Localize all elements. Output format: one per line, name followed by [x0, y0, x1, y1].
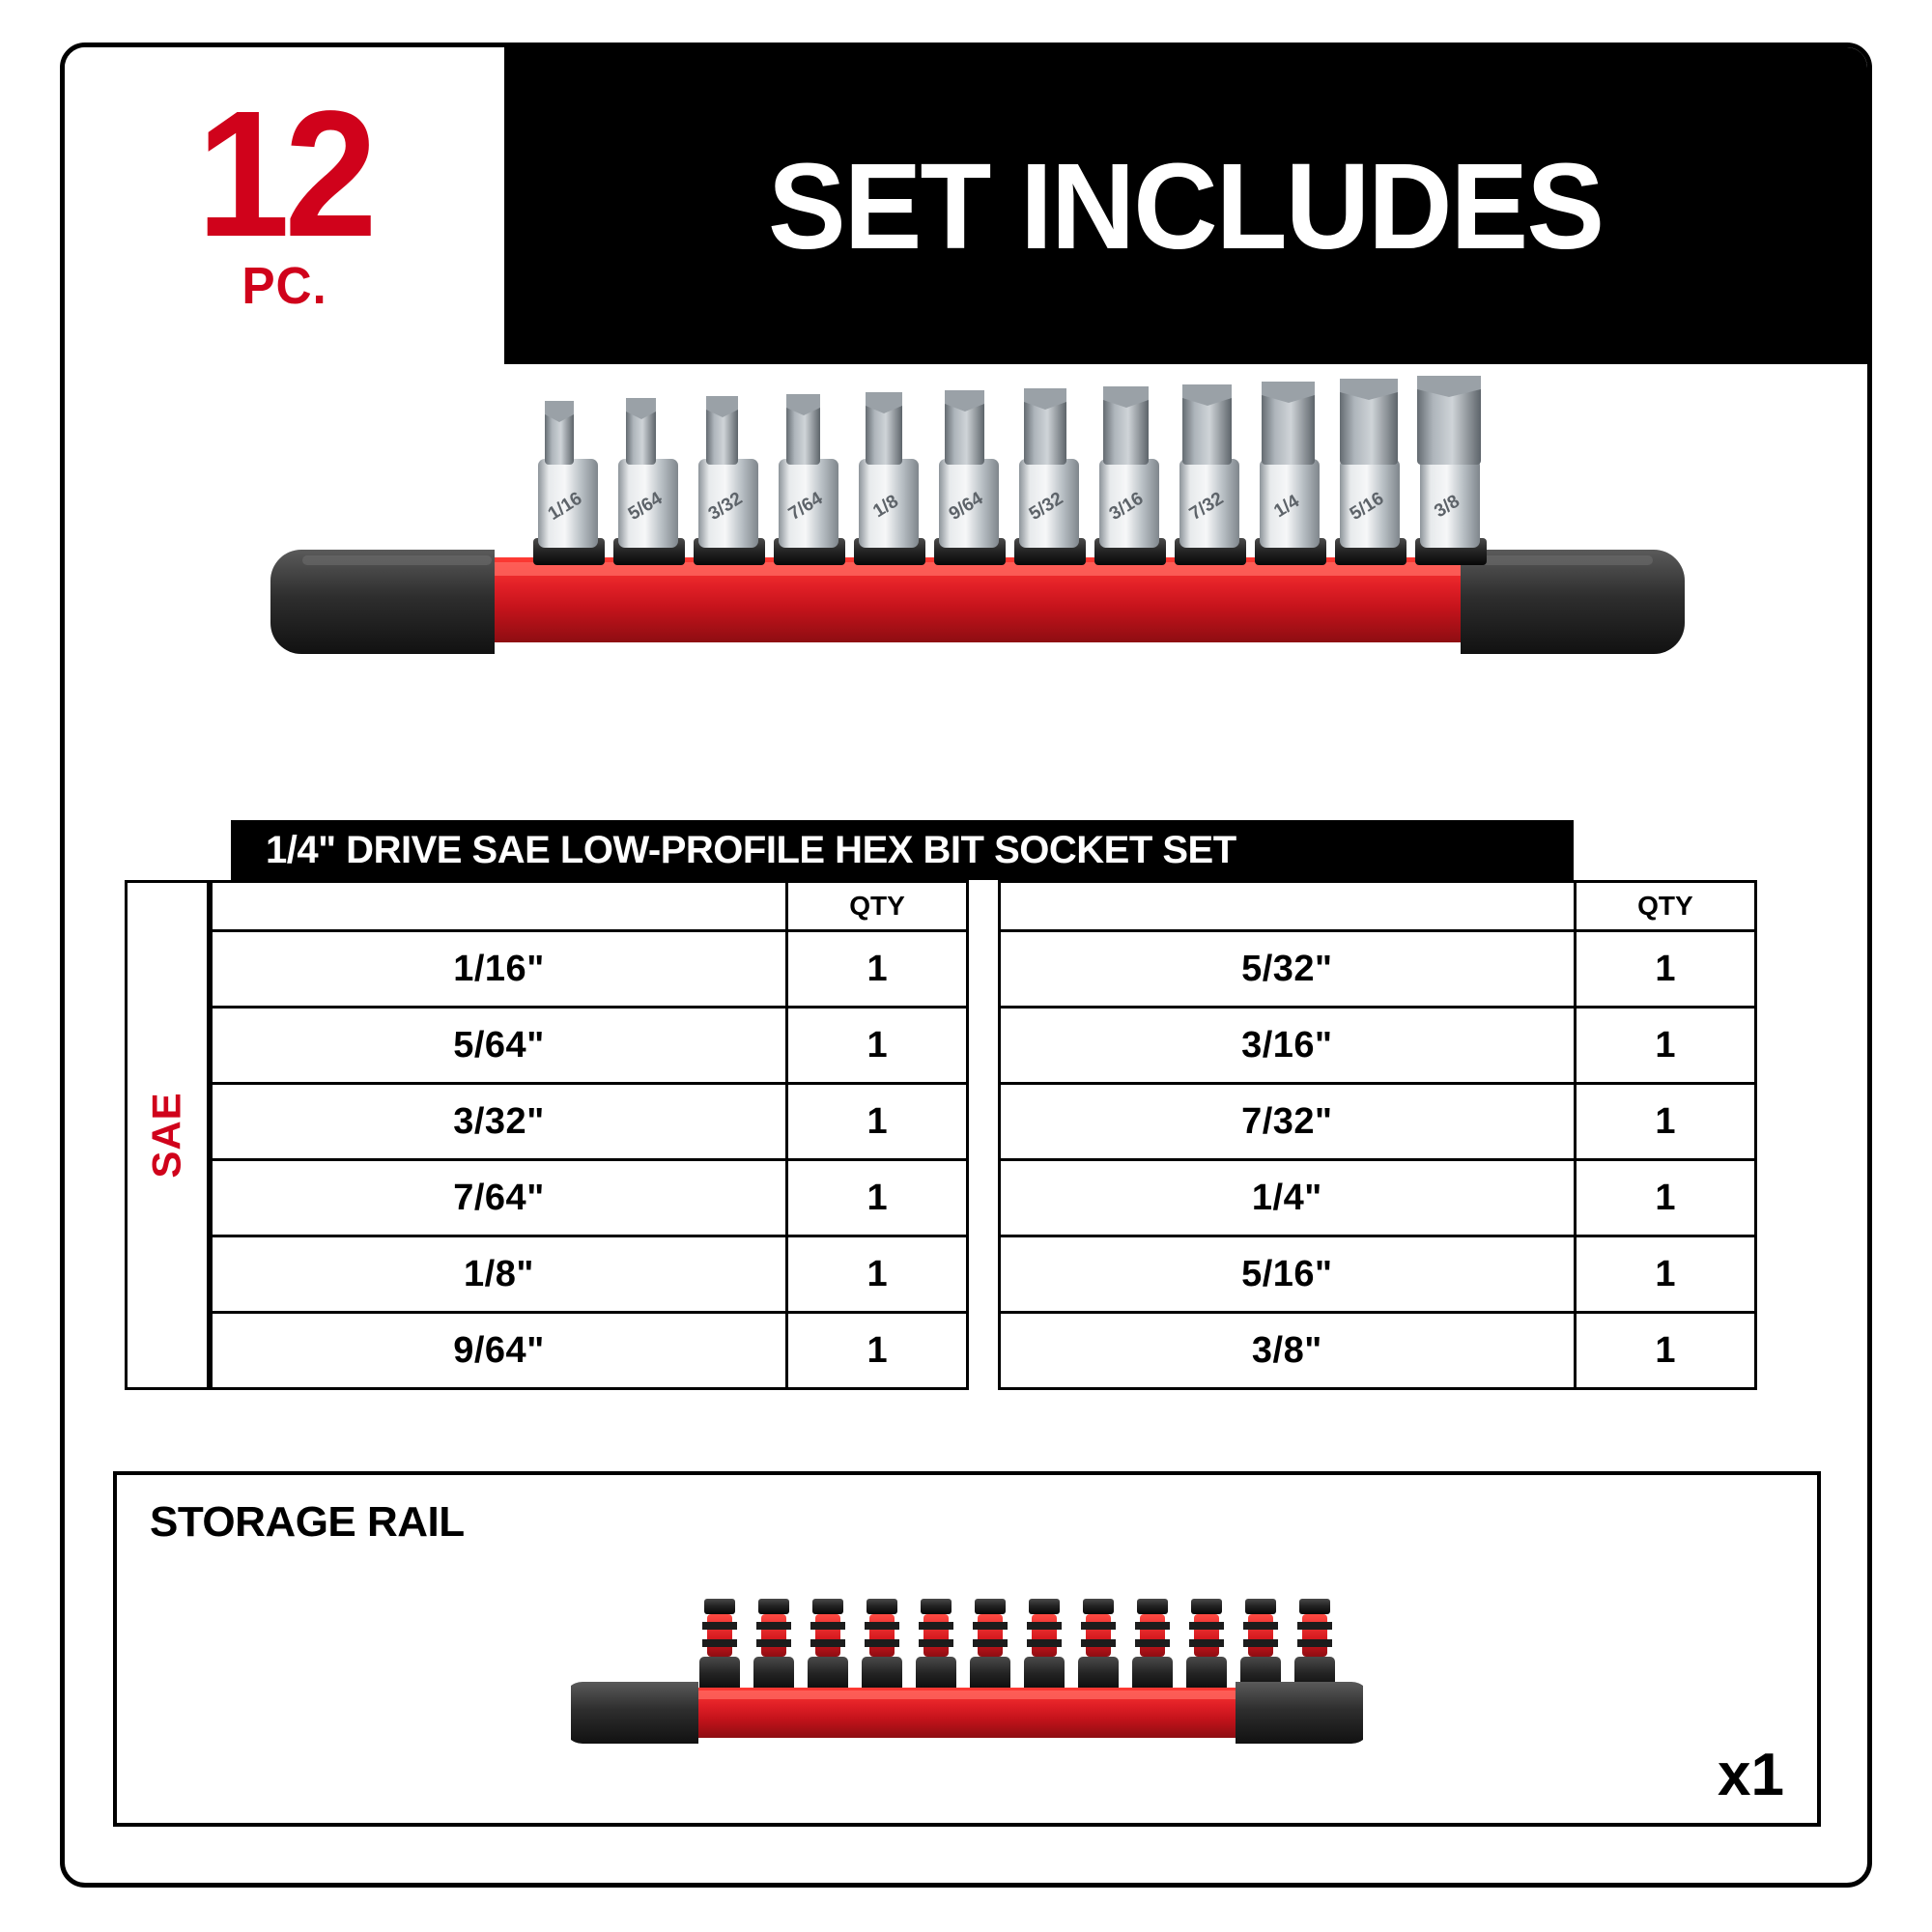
qty-cell: 1: [786, 931, 967, 1008]
page-title: SET INCLUDES: [768, 137, 1604, 274]
header-title-bar: [504, 47, 1867, 364]
svg-text:1/4: 1/4: [1270, 491, 1303, 523]
table-row: [999, 1084, 1755, 1160]
svg-text:7/32: 7/32: [1185, 488, 1228, 526]
table-row: [999, 931, 1755, 1008]
table-row: [212, 1236, 968, 1313]
size-cell: 7/32": [999, 1084, 1575, 1160]
svg-text:3/16: 3/16: [1105, 488, 1148, 526]
hex-bit-sockets: [533, 376, 1487, 565]
size-cell: 5/32": [999, 931, 1575, 1008]
qty-cell: 1: [1575, 1313, 1755, 1389]
table-row: [212, 1084, 968, 1160]
set-table: [125, 880, 1757, 1390]
svg-text:7/64: 7/64: [784, 488, 827, 526]
qty-header-right: QTY: [1575, 882, 1755, 931]
sae-group-column: [125, 880, 210, 1390]
piece-count-number: 12: [196, 73, 373, 274]
table-row: [212, 1313, 968, 1389]
storage-rail-section: [113, 1471, 1821, 1827]
table-row: [999, 1008, 1755, 1084]
size-cell: 5/64": [212, 1008, 787, 1084]
size-cell: 9/64": [212, 1313, 787, 1389]
set-table-title-bar: [231, 820, 1574, 880]
svg-text:9/64: 9/64: [945, 488, 987, 526]
size-cell: 1/16": [212, 931, 787, 1008]
storage-rail-quantity: x1: [1718, 1742, 1784, 1808]
size-cell: 1/8": [212, 1236, 787, 1313]
svg-text:3/32: 3/32: [704, 488, 747, 526]
piece-count-block: [65, 47, 504, 364]
table-row: [999, 1160, 1755, 1236]
product-hero-image: [65, 366, 1867, 772]
rail-clips: [699, 1599, 1335, 1693]
svg-text:5/64: 5/64: [624, 488, 667, 526]
qty-cell: 1: [1575, 1084, 1755, 1160]
sae-left-table: [210, 880, 969, 1390]
sae-right-table: [998, 880, 1757, 1390]
socket-set-illustration: [65, 366, 1872, 772]
svg-text:1/8: 1/8: [869, 491, 902, 523]
table-row: [999, 1313, 1755, 1389]
table-gap: [969, 880, 998, 1390]
qty-cell: 1: [786, 1160, 967, 1236]
qty-cell: 1: [1575, 1008, 1755, 1084]
qty-cell: 1: [1575, 1236, 1755, 1313]
table-header-row: [999, 882, 1755, 931]
sae-group-label: SAE: [144, 1092, 190, 1179]
table-header-row: [212, 882, 968, 931]
set-includes-card: [60, 43, 1872, 1888]
qty-cell: 1: [786, 1008, 967, 1084]
storage-rail-image: [571, 1564, 1363, 1791]
size-cell: 3/32": [212, 1084, 787, 1160]
qty-header-left: QTY: [786, 882, 967, 931]
svg-text:5/32: 5/32: [1025, 488, 1067, 526]
table-row: [999, 1236, 1755, 1313]
table-row: [212, 1160, 968, 1236]
qty-cell: 1: [1575, 1160, 1755, 1236]
storage-rail-illustration: [571, 1564, 1363, 1786]
table-row: [212, 1008, 968, 1084]
piece-count-label: PC.: [242, 257, 327, 316]
size-cell: 3/8": [999, 1313, 1575, 1389]
svg-text:1/16: 1/16: [544, 488, 586, 526]
qty-cell: 1: [786, 1084, 967, 1160]
size-header-blank: [999, 882, 1575, 931]
set-table-title: 1/4" DRIVE SAE LOW-PROFILE HEX BIT SOCKET SET: [266, 828, 1236, 871]
qty-cell: 1: [1575, 931, 1755, 1008]
size-header-blank: [212, 882, 787, 931]
storage-rail-title: STORAGE RAIL: [150, 1498, 465, 1546]
svg-text:5/16: 5/16: [1346, 488, 1388, 526]
qty-cell: 1: [786, 1236, 967, 1313]
qty-cell: 1: [786, 1313, 967, 1389]
size-cell: 1/4": [999, 1160, 1575, 1236]
svg-text:3/8: 3/8: [1431, 491, 1463, 523]
size-cell: 3/16": [999, 1008, 1575, 1084]
table-row: [212, 931, 968, 1008]
size-cell: 7/64": [212, 1160, 787, 1236]
header: [65, 47, 1867, 364]
size-cell: 5/16": [999, 1236, 1575, 1313]
storage-rail-graphic: [270, 550, 1685, 654]
